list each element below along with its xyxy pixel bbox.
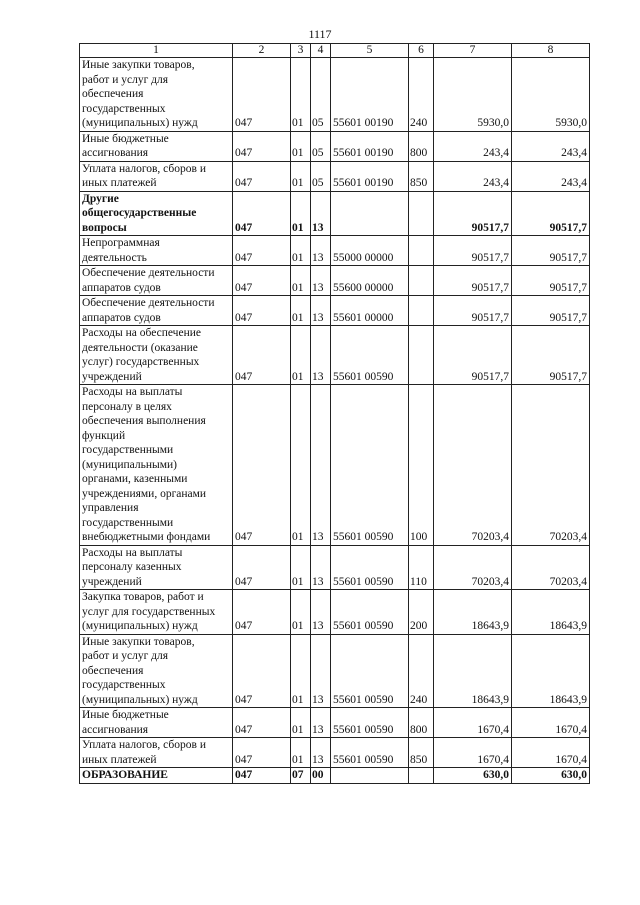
target-article-cell: 55601 00590 (331, 738, 409, 768)
amount-cell-2: 90517,7 (512, 236, 590, 266)
subsection-code-cell: 13 (311, 590, 331, 635)
column-header: 8 (512, 44, 590, 58)
amount-cell-2: 1670,4 (512, 708, 590, 738)
section-code-cell: 07 (291, 768, 311, 784)
page-number: 1117 (308, 27, 332, 41)
name-cell: Уплата налогов, сборов и иных платежей (80, 161, 233, 191)
expense-type-cell: 850 (409, 161, 434, 191)
name-cell: Уплата налогов, сборов и иных платежей (80, 738, 233, 768)
section-code-cell: 01 (291, 708, 311, 738)
ministry-code-cell: 047 (233, 161, 291, 191)
name-cell: Непрограммная деятельность (80, 236, 233, 266)
ministry-code-cell: 047 (233, 58, 291, 132)
ministry-code-cell: 047 (233, 266, 291, 296)
table-row (80, 58, 590, 132)
subsection-code-cell: 13 (311, 738, 331, 768)
ministry-code-cell: 047 (233, 191, 291, 236)
table-row (80, 768, 590, 784)
expense-type-cell: 800 (409, 708, 434, 738)
amount-cell-1: 90517,7 (434, 326, 512, 385)
expense-type-cell: 240 (409, 58, 434, 132)
target-article-cell: 55601 00590 (331, 590, 409, 635)
table-row (80, 131, 590, 161)
amount-cell-2: 90517,7 (512, 266, 590, 296)
section-code-cell: 01 (291, 634, 311, 708)
name-cell: Обеспечение деятельности аппаратов судов (80, 296, 233, 326)
table-row (80, 161, 590, 191)
column-header: 5 (331, 44, 409, 58)
name-cell: Иные закупки товаров, работ и услуг для обеспечения государственных (муниципальных) нужд (80, 58, 233, 132)
target-article-cell: 55601 00590 (331, 326, 409, 385)
name-cell: Другие общегосударственные вопросы (80, 191, 233, 236)
amount-cell-1: 90517,7 (434, 266, 512, 296)
ministry-code-cell: 047 (233, 708, 291, 738)
subsection-code-cell: 13 (311, 385, 331, 546)
subsection-code-cell: 13 (311, 326, 331, 385)
expense-type-cell (409, 326, 434, 385)
subsection-code-cell: 13 (311, 296, 331, 326)
ministry-code-cell: 047 (233, 296, 291, 326)
amount-cell-2: 243,4 (512, 131, 590, 161)
name-cell: Иные закупки товаров, работ и услуг для обеспечения государственных (муниципальных) нужд (80, 634, 233, 708)
column-header: 1 (80, 44, 233, 58)
subsection-code-cell: 00 (311, 768, 331, 784)
amount-cell-1: 1670,4 (434, 708, 512, 738)
expense-type-cell (409, 296, 434, 326)
column-header: 4 (311, 44, 331, 58)
name-cell: ОБРАЗОВАНИЕ (80, 768, 233, 784)
amount-cell-1: 90517,7 (434, 296, 512, 326)
target-article-cell: 55601 00590 (331, 545, 409, 590)
table-row (80, 296, 590, 326)
section-code-cell: 01 (291, 296, 311, 326)
expense-type-cell: 850 (409, 738, 434, 768)
amount-cell-1: 1670,4 (434, 738, 512, 768)
amount-cell-1: 70203,4 (434, 385, 512, 546)
amount-cell-2: 18643,9 (512, 634, 590, 708)
amount-cell-1: 90517,7 (434, 191, 512, 236)
amount-cell-1: 630,0 (434, 768, 512, 784)
table-row (80, 738, 590, 768)
ministry-code-cell: 047 (233, 768, 291, 784)
subsection-code-cell: 13 (311, 545, 331, 590)
amount-cell-1: 5930,0 (434, 58, 512, 132)
target-article-cell: 55601 00190 (331, 131, 409, 161)
amount-cell-2: 90517,7 (512, 191, 590, 236)
name-cell: Расходы на обеспечение деятельности (оказание услуг) государственных учреждений (80, 326, 233, 385)
expense-type-cell (409, 266, 434, 296)
amount-cell-1: 18643,9 (434, 634, 512, 708)
section-code-cell: 01 (291, 191, 311, 236)
amount-cell-2: 18643,9 (512, 590, 590, 635)
section-code-cell: 01 (291, 326, 311, 385)
amount-cell-2: 243,4 (512, 161, 590, 191)
table-row (80, 266, 590, 296)
amount-cell-2: 630,0 (512, 768, 590, 784)
table-row (80, 634, 590, 708)
expense-type-cell (409, 236, 434, 266)
section-code-cell: 01 (291, 266, 311, 296)
expense-type-cell: 240 (409, 634, 434, 708)
name-cell: Расходы на выплаты персоналу казенных учреждений (80, 545, 233, 590)
expense-type-cell: 100 (409, 385, 434, 546)
ministry-code-cell: 047 (233, 738, 291, 768)
expense-type-cell: 800 (409, 131, 434, 161)
amount-cell-1: 243,4 (434, 161, 512, 191)
ministry-code-cell: 047 (233, 131, 291, 161)
amount-cell-2: 90517,7 (512, 326, 590, 385)
name-cell: Иные бюджетные ассигнования (80, 708, 233, 738)
amount-cell-2: 1670,4 (512, 738, 590, 768)
column-header: 6 (409, 44, 434, 58)
section-code-cell: 01 (291, 131, 311, 161)
section-code-cell: 01 (291, 590, 311, 635)
target-article-cell: 55000 00000 (331, 236, 409, 266)
subsection-code-cell: 13 (311, 708, 331, 738)
target-article-cell: 55601 00590 (331, 708, 409, 738)
name-cell: Расходы на выплаты персоналу в целях обеспечения выполнения функций государственными (муниципальными) органами, казенными учреждениями, органами управления государственными внебюджетными фондами (80, 385, 233, 546)
target-article-cell: 55600 00000 (331, 266, 409, 296)
table-row (80, 590, 590, 635)
name-cell: Иные бюджетные ассигнования (80, 131, 233, 161)
table-row (80, 708, 590, 738)
amount-cell-2: 70203,4 (512, 545, 590, 590)
amount-cell-2: 90517,7 (512, 296, 590, 326)
column-header: 3 (291, 44, 311, 58)
subsection-code-cell: 13 (311, 236, 331, 266)
amount-cell-1: 243,4 (434, 131, 512, 161)
expense-type-cell (409, 191, 434, 236)
name-cell: Закупка товаров, работ и услуг для государственных (муниципальных) нужд (80, 590, 233, 635)
section-code-cell: 01 (291, 236, 311, 266)
amount-cell-1: 18643,9 (434, 590, 512, 635)
amount-cell-2: 5930,0 (512, 58, 590, 132)
table-row (80, 545, 590, 590)
expense-type-cell: 200 (409, 590, 434, 635)
table-row (80, 326, 590, 385)
amount-cell-1: 70203,4 (434, 545, 512, 590)
subsection-code-cell: 05 (311, 58, 331, 132)
ministry-code-cell: 047 (233, 236, 291, 266)
section-code-cell: 01 (291, 545, 311, 590)
subsection-code-cell: 13 (311, 266, 331, 296)
expense-type-cell (409, 768, 434, 784)
ministry-code-cell: 047 (233, 590, 291, 635)
target-article-cell (331, 191, 409, 236)
amount-cell-1: 90517,7 (434, 236, 512, 266)
section-code-cell: 01 (291, 385, 311, 546)
name-cell: Обеспечение деятельности аппаратов судов (80, 266, 233, 296)
target-article-cell: 55601 00590 (331, 634, 409, 708)
section-code-cell: 01 (291, 58, 311, 132)
budget-table (79, 43, 590, 784)
section-code-cell: 01 (291, 738, 311, 768)
subsection-code-cell: 05 (311, 131, 331, 161)
column-header: 7 (434, 44, 512, 58)
column-header: 2 (233, 44, 291, 58)
target-article-cell: 55601 00000 (331, 296, 409, 326)
section-code-cell: 01 (291, 161, 311, 191)
header-row (80, 44, 590, 58)
subsection-code-cell: 13 (311, 191, 331, 236)
ministry-code-cell: 047 (233, 545, 291, 590)
table-row (80, 191, 590, 236)
target-article-cell: 55601 00190 (331, 161, 409, 191)
target-article-cell: 55601 00590 (331, 385, 409, 546)
subsection-code-cell: 05 (311, 161, 331, 191)
subsection-code-cell: 13 (311, 634, 331, 708)
ministry-code-cell: 047 (233, 385, 291, 546)
amount-cell-2: 70203,4 (512, 385, 590, 546)
table-row (80, 236, 590, 266)
target-article-cell: 55601 00190 (331, 58, 409, 132)
table-row (80, 385, 590, 546)
ministry-code-cell: 047 (233, 326, 291, 385)
ministry-code-cell: 047 (233, 634, 291, 708)
expense-type-cell: 110 (409, 545, 434, 590)
target-article-cell (331, 768, 409, 784)
